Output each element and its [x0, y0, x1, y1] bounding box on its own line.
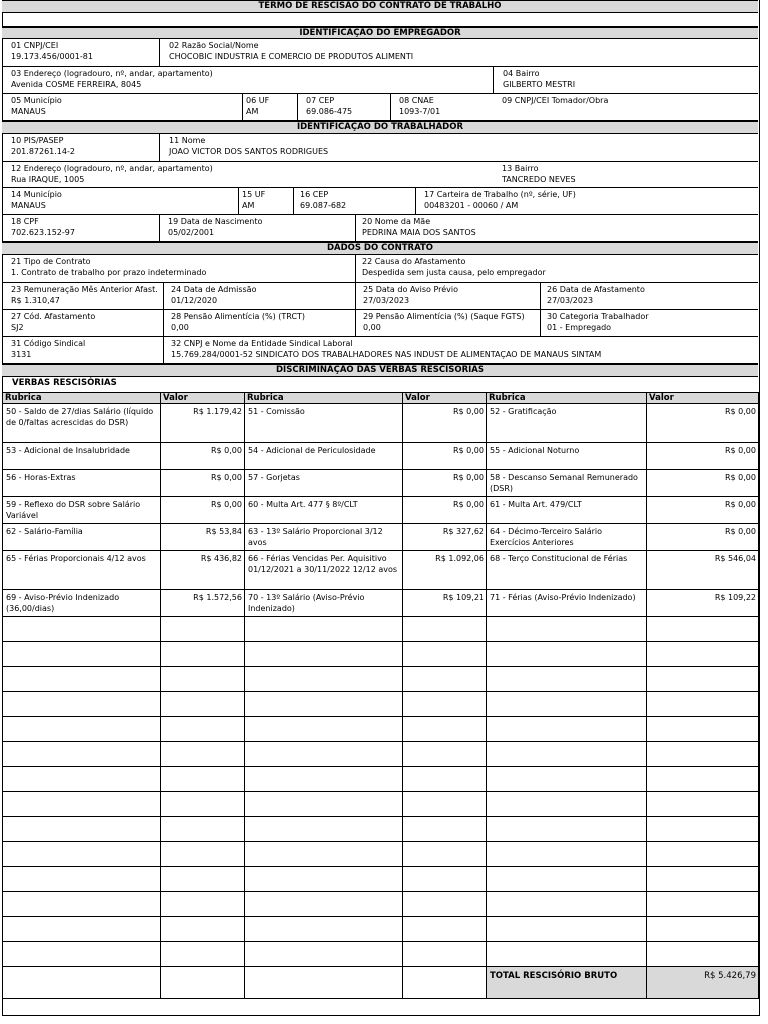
- field-04: 04 Bairro GILBERTO MESTRI: [493, 67, 758, 93]
- empty-row: [3, 617, 759, 642]
- field-31: 31 Código Sindical 3131: [11, 339, 86, 359]
- field-25: 25 Data do Aviso Prévio 27/03/2023: [355, 283, 540, 309]
- col-valor-header: Valor: [403, 393, 487, 404]
- rubrica-cell: 71 - Férias (Aviso-Prévio Indenizado): [487, 590, 647, 617]
- section-heading-discriminacao: DISCRIMINAÇÃO DAS VERBAS RESCISÓRIAS: [2, 364, 758, 377]
- field-18: 18 CPF 702.623.152-97: [11, 217, 75, 237]
- field-21: 21 Tipo de Contrato 1. Contrato de trabalho por prazo indeterminado: [11, 257, 207, 277]
- empty-row: [3, 692, 759, 717]
- field-23: 23 Remuneração Mês Anterior Afast. R$ 1.310,47: [11, 285, 158, 305]
- table-row: [3, 404, 759, 443]
- col-valor-header: Valor: [161, 393, 245, 404]
- field-32: 32 CNPJ e Nome da Entidade Sindical Laboral 15.769.284/0001-52 SINDICATO DOS TRABALHADORES NAS INDUST DE ALIMENTAÇAO DE MANAUS SINTAM: [163, 337, 758, 363]
- total-row: [3, 967, 759, 999]
- section-heading-contrato: DADOS DO CONTRATO: [2, 242, 758, 255]
- row-empregador-3: [2, 94, 758, 121]
- empty-row: [3, 767, 759, 792]
- field-29: 29 Pensão Alimentícia (%) (Saque FGTS) 0,00: [355, 310, 540, 336]
- row-contrato-1: [2, 255, 758, 283]
- col-valor-header: Valor: [647, 393, 759, 404]
- rubrica-cell: 55 - Adicional Noturno: [487, 443, 647, 470]
- valor-cell: R$ 0,00: [647, 524, 759, 551]
- valor-cell: R$ 0,00: [403, 443, 487, 470]
- row-empregador-1: [2, 39, 758, 67]
- rubrica-cell: 57 - Gorjetas: [245, 470, 403, 497]
- field-19: 19 Data de Nascimento 05/02/2001: [159, 215, 355, 241]
- section-heading-trabalhador: IDENTIFICAÇÃO DO TRABALHADOR: [2, 121, 758, 134]
- row-trabalhador-4: [2, 215, 758, 242]
- field-06: 06 UF AM: [242, 94, 297, 120]
- field-13: 13 Bairro TANCREDO NEVES: [502, 164, 576, 184]
- rubrica-cell: 69 - Aviso-Prévio Indenizado (36,00/dias): [3, 590, 161, 617]
- field-26: 26 Data de Afastamento 27/03/2023: [540, 283, 758, 309]
- col-rubrica-header: Rubrica: [487, 393, 647, 404]
- section-heading-empregador: IDENTIFICAÇÃO DO EMPREGADOR: [2, 27, 758, 39]
- rubrica-cell: 50 - Saldo de 27/dias Salário (líquido de 0/faltas acrescidas do DSR): [3, 404, 161, 443]
- valor-cell: R$ 0,00: [403, 404, 487, 443]
- valor-cell: R$ 0,00: [647, 497, 759, 524]
- rubrica-cell: 64 - Décimo-Terceiro Salário Exercícios Anteriores: [487, 524, 647, 551]
- row-contrato-4: [2, 337, 758, 364]
- field-09: 09 CNPJ/CEI Tomador/Obra: [502, 96, 609, 105]
- rubrica-cell: 61 - Multa Art. 479/CLT: [487, 497, 647, 524]
- field-27: 27 Cód. Afastamento SJ2: [11, 312, 96, 332]
- valor-cell: R$ 53,84: [161, 524, 245, 551]
- row-contrato-3: [2, 310, 758, 337]
- field-24: 24 Data de Admissão 01/12/2020: [163, 283, 355, 309]
- empty-row: [3, 667, 759, 692]
- field-15: 15 UF AM: [238, 188, 293, 214]
- rubrica-cell: 51 - Comissão: [245, 404, 403, 443]
- valor-cell: R$ 1.092,06: [403, 551, 487, 590]
- spacer-row: [2, 13, 758, 27]
- field-08: 08 CNAE 1093-7/01: [390, 94, 493, 120]
- rubrica-cell: 62 - Salário-Família: [3, 524, 161, 551]
- table-row: [3, 590, 759, 617]
- valor-cell: R$ 0,00: [647, 470, 759, 497]
- row-contrato-2: [2, 283, 758, 310]
- table-row: [3, 497, 759, 524]
- valor-cell: R$ 1.572,56: [161, 590, 245, 617]
- col-rubrica-header: Rubrica: [3, 393, 161, 404]
- valor-cell: R$ 0,00: [647, 404, 759, 443]
- empty-row: [3, 942, 759, 967]
- table-row: [3, 470, 759, 497]
- valor-cell: R$ 0,00: [161, 497, 245, 524]
- row-trabalhador-2: [2, 162, 758, 188]
- col-rubrica-header: Rubrica: [245, 393, 403, 404]
- rubrica-cell: 60 - Multa Art. 477 § 8º/CLT: [245, 497, 403, 524]
- total-value: R$ 5.426,79: [647, 967, 759, 999]
- total-label: TOTAL RESCISÓRIO BRUTO: [487, 967, 647, 999]
- valor-cell: R$ 109,21: [403, 590, 487, 617]
- empty-row: [3, 792, 759, 817]
- rubrica-cell: 65 - Férias Proporcionais 4/12 avos: [3, 551, 161, 590]
- field-11: 11 Nome JOAO VICTOR DOS SANTOS RODRIGUES: [159, 134, 758, 161]
- rubrica-cell: 68 - Terço Constitucional de Férias: [487, 551, 647, 590]
- empty-row: [3, 917, 759, 942]
- field-12: 12 Endereço (logradouro, nº, andar, apartamento) Rua IRAQUE, 1005: [11, 164, 213, 184]
- document-title: TERMO DE RESCISÃO DO CONTRATO DE TRABALHO: [2, 0, 758, 13]
- field-10: 10 PIS/PASEP 201.87261.14-2: [11, 136, 75, 156]
- valor-cell: R$ 0,00: [161, 470, 245, 497]
- valor-cell: R$ 1.179,42: [161, 404, 245, 443]
- valor-cell: R$ 109,22: [647, 590, 759, 617]
- field-17: 17 Carteira de Trabalho (nº, série, UF) 00483201 - 00060 / AM: [415, 188, 758, 214]
- rubrica-cell: 59 - Reflexo do DSR sobre Salário Variável: [3, 497, 161, 524]
- rubrica-cell: 54 - Adicional de Periculosidade: [245, 443, 403, 470]
- rubrica-cell: 58 - Descanso Semanal Remunerado (DSR): [487, 470, 647, 497]
- rubrica-cell: 70 - 13º Salário (Aviso-Prévio Indenizado): [245, 590, 403, 617]
- empty-row: [3, 867, 759, 892]
- empty-row: [3, 742, 759, 767]
- valor-cell: R$ 0,00: [403, 470, 487, 497]
- field-16: 16 CEP 69.087-682: [293, 188, 415, 214]
- valor-cell: R$ 0,00: [403, 497, 487, 524]
- empty-row: [3, 717, 759, 742]
- empty-row: [3, 892, 759, 917]
- row-empregador-2: [2, 67, 758, 94]
- rubrica-cell: 52 - Gratificação: [487, 404, 647, 443]
- valor-cell: R$ 0,00: [161, 443, 245, 470]
- verbas-table: [2, 392, 759, 999]
- valor-cell: R$ 327,62: [403, 524, 487, 551]
- field-28: 28 Pensão Alimentícia (%) (TRCT) 0,00: [163, 310, 355, 336]
- table-row: [3, 443, 759, 470]
- table-row: [3, 524, 759, 551]
- verbas-subheading: VERBAS RESCISÓRIAS: [12, 378, 117, 388]
- field-20: 20 Nome da Mãe PEDRINA MAIA DOS SANTOS: [355, 215, 758, 241]
- row-trabalhador-3: [2, 188, 758, 215]
- rubrica-cell: 56 - Horas-Extras: [3, 470, 161, 497]
- rubrica-cell: 53 - Adicional de Insalubridade: [3, 443, 161, 470]
- field-14: 14 Município MANAUS: [11, 190, 62, 210]
- field-03: 03 Endereço (logradouro, nº, andar, apartamento) Avenida COSME FERREIRA, 8045: [11, 69, 213, 89]
- field-05: 05 Município MANAUS: [11, 96, 62, 116]
- valor-cell: R$ 436,82: [161, 551, 245, 590]
- field-30: 30 Categoria Trabalhador 01 - Empregado: [540, 310, 758, 336]
- rubrica-cell: 63 - 13º Salário Proporcional 3/12 avos: [245, 524, 403, 551]
- rubrica-cell: 66 - Férias Vencidas Per. Aquisitivo 01/12/2021 a 30/11/2022 12/12 avos: [245, 551, 403, 590]
- empty-row: [3, 642, 759, 667]
- field-22: 22 Causa do Afastamento Despedida sem justa causa, pelo empregador: [355, 255, 758, 282]
- row-trabalhador-1: [2, 134, 758, 162]
- valor-cell: R$ 0,00: [647, 443, 759, 470]
- field-02: 02 Razão Social/Nome CHOCOBIC INDUSTRIA E COMERCIO DE PRODUTOS ALIMENTI: [159, 39, 758, 66]
- empty-row: [3, 842, 759, 867]
- valor-cell: R$ 546,04: [647, 551, 759, 590]
- field-07: 07 CEP 69.086-475: [297, 94, 390, 120]
- verbas-header-row: [3, 393, 759, 404]
- field-01: 01 CNPJ/CEI 19.173.456/0001-81: [11, 41, 93, 61]
- table-row: [3, 551, 759, 590]
- empty-row: [3, 817, 759, 842]
